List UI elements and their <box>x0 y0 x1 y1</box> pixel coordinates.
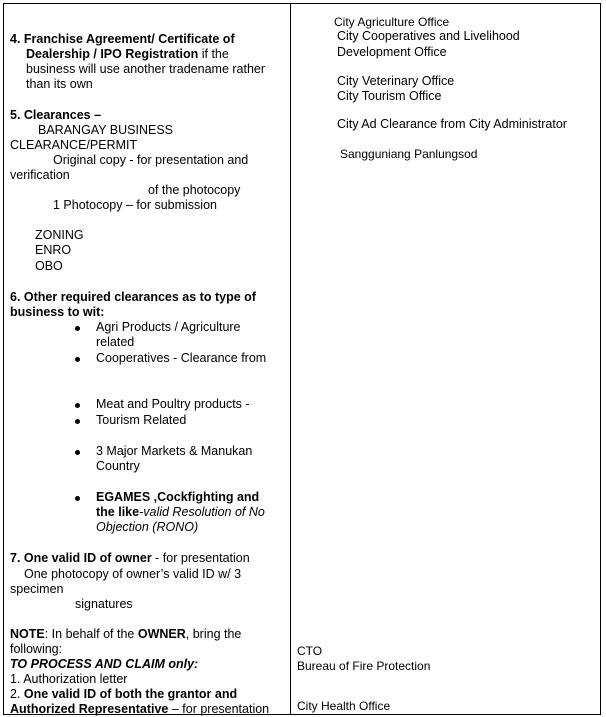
note-line3: TO PROCESS AND CLAIM only: <box>10 657 199 671</box>
note-line2: following: <box>10 642 63 656</box>
note-line6b: – for presentation <box>168 702 270 716</box>
s6-title2: business to wit: <box>10 305 105 319</box>
s7-line1-bold: 7. One valid ID of owner <box>10 551 152 565</box>
s5-enro: ENRO <box>35 243 72 257</box>
note-owner: OWNER <box>137 627 186 641</box>
s6-bullet5b: Country <box>96 459 140 473</box>
office-cooperatives: City Cooperatives and Livelihood <box>337 29 520 43</box>
s5-zoning: ZONING <box>35 228 84 242</box>
s6-bullet6b-bold: the like <box>96 505 140 519</box>
s6-bullet5a: 3 Major Markets & Manukan <box>96 444 253 458</box>
s4-line4: than its own <box>26 77 93 91</box>
office-cto: CTO <box>297 644 323 658</box>
office-sangguniang: Sangguniang Panlungsod <box>340 147 478 161</box>
column-divider <box>290 3 291 715</box>
bullet-4 <box>75 419 80 424</box>
note-t2: , bring the <box>185 627 242 641</box>
note-t1: : In behalf of the <box>44 627 138 641</box>
office-ad-clearance: City Ad Clearance from City Administrator <box>337 117 567 131</box>
s5-line6: 1 Photocopy – for submission <box>53 198 217 212</box>
note-line6 <box>10 702 269 717</box>
bullet-6 <box>75 496 80 501</box>
note-line5a: 2. <box>10 687 24 701</box>
s7-line1-rest: - for presentation <box>151 551 250 565</box>
s6-bullet6b <box>96 505 265 520</box>
bullet-5 <box>75 450 80 455</box>
s4-line1: 4. Franchise Agreement/ Certificate of <box>10 32 235 46</box>
note-line5 <box>10 687 237 702</box>
office-tourism: City Tourism Office <box>337 89 442 103</box>
s5-title: 5. Clearances – <box>10 108 102 122</box>
s6-bullet6b-italic: -valid Resolution of No <box>139 505 265 519</box>
s6-bullet4: Tourism Related <box>96 413 187 427</box>
bullet-1 <box>75 326 80 331</box>
office-veterinary: City Veterinary Office <box>337 74 455 88</box>
s6-bullet2: Cooperatives - Clearance from <box>96 351 267 365</box>
office-development: Development Office <box>337 45 447 59</box>
s6-title1: 6. Other required clearances as to type of <box>10 290 256 304</box>
bullet-3 <box>75 403 80 408</box>
s7-line3: specimen <box>10 582 64 596</box>
s4-line3: business will use another tradename rather <box>26 62 266 76</box>
s6-bullet1a: Agri Products / Agriculture <box>96 320 241 334</box>
s6-bullet6c: Objection (RONO) <box>96 520 199 534</box>
note-line4: 1. Authorization letter <box>10 672 128 686</box>
s4-line2 <box>26 47 229 62</box>
s5-obo: OBO <box>35 259 63 273</box>
office-fire-protection: Bureau of Fire Protection <box>297 659 431 673</box>
note-line5b: One valid ID of both the grantor and <box>23 687 238 701</box>
s5-line2: CLEARANCE/PERMIT <box>10 138 138 152</box>
s5-line3: Original copy - for presentation and <box>53 153 249 167</box>
note-line6a: Authorized Representative <box>10 702 169 716</box>
s4-line2-bold: Dealership / IPO Registration <box>26 47 199 61</box>
s5-line1: BARANGAY BUSINESS <box>38 123 173 137</box>
s6-bullet1b: related <box>96 335 135 349</box>
office-agriculture: City Agriculture Office <box>334 15 450 29</box>
note-label: NOTE <box>10 627 45 641</box>
bullet-2 <box>75 357 80 362</box>
s6-bullet3: Meat and Poultry products - <box>96 397 250 411</box>
s7-line4: signatures <box>75 597 133 611</box>
s6-bullet6a: EGAMES ,Cockfighting and <box>96 490 260 504</box>
s5-line5: of the photocopy <box>148 183 241 197</box>
note-line1 <box>10 627 241 642</box>
office-health: City Health Office <box>297 699 391 713</box>
s4-line2-rest: if the <box>198 47 229 61</box>
s5-line4: verification <box>10 168 70 182</box>
s7-line1 <box>10 551 250 566</box>
s7-line2: One photocopy of owner’s valid ID w/ 3 <box>24 567 242 581</box>
